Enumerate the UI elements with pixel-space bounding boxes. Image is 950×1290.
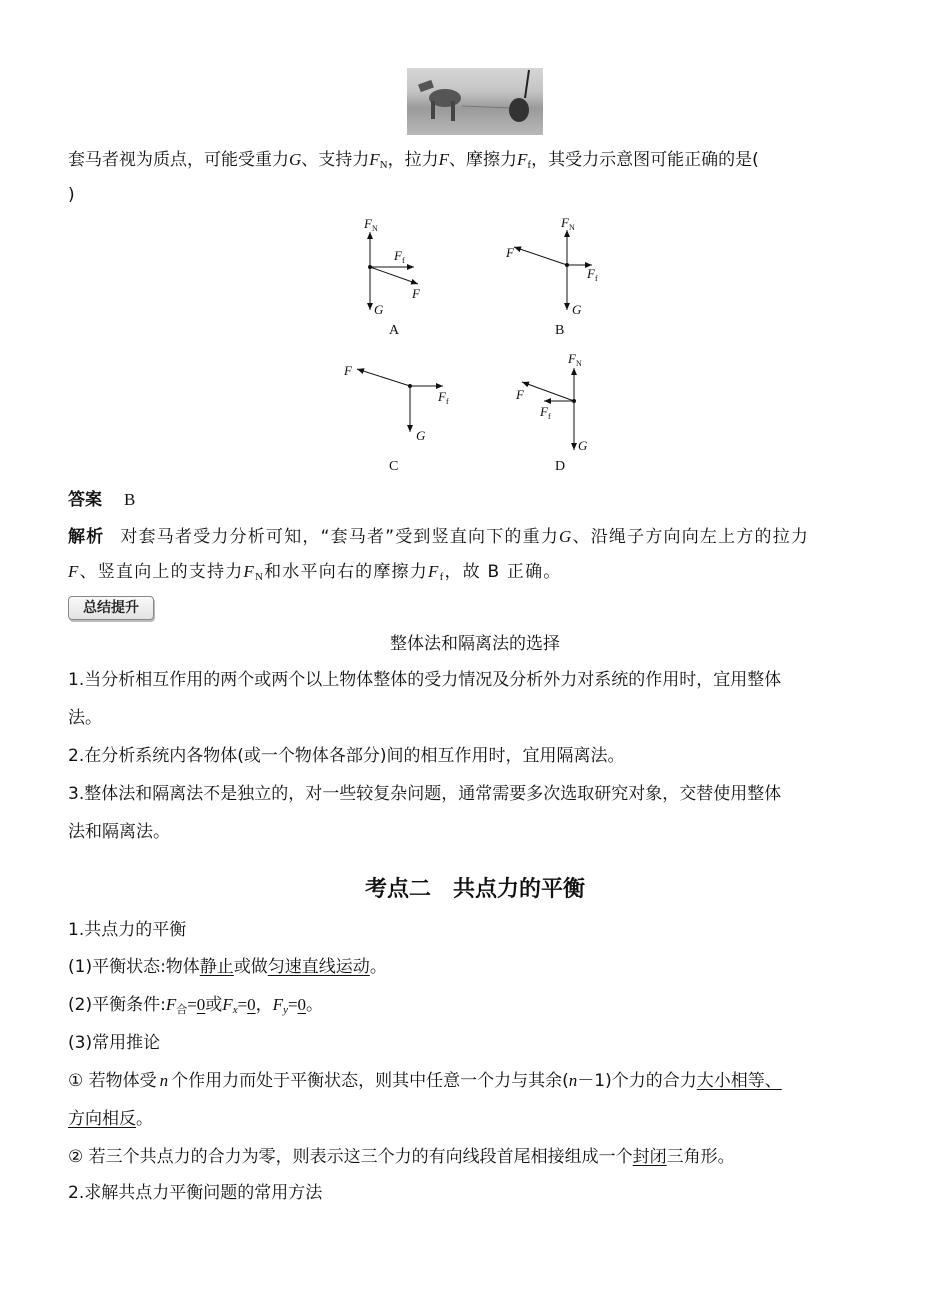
analysis-line-2: F、竖直向上的支持力$F_N$和水平向右的摩擦力$F_f$，故 B 正确。: [68, 562, 562, 583]
diagram-b-label: B: [555, 323, 565, 338]
diagram-a-f-arrow: [370, 267, 418, 284]
diagram-c-f-arrow: [357, 369, 410, 386]
diagram-b-f-label: F: [506, 245, 514, 260]
diagram-a-f-label: F: [412, 286, 420, 301]
equilibrium-condition: (2)平衡条件$:F_合=0$或$F_x=0$，$F_y=0$。: [68, 995, 324, 1016]
diagram-c-f-label: F: [344, 363, 352, 378]
diagram-d-fn-label: $F_N$: [568, 351, 582, 368]
diagram-b-fn-label: $F_N$: [561, 215, 575, 232]
diagram-b-g-label: G: [572, 302, 582, 317]
diagram-d-label: D: [555, 459, 566, 474]
summary-point-3-line-1: 3.整体法和隔离法不是独立的，对一些较复杂问题，通常需要多次选取研究对象，交替使用整体: [68, 784, 782, 804]
section-heading: 考点二 共点力的平衡: [364, 877, 585, 902]
corollary-1-line-2: 方向相反。: [68, 1109, 153, 1129]
diagram-d-g-label: G: [578, 438, 588, 453]
lasso-horse-photo: [407, 68, 543, 135]
summary-title: 整体法和隔离法的选择: [390, 634, 560, 654]
diagram-a-g-label: G: [374, 302, 384, 317]
corollary-1-line-1: ① 若物体受 n 个作用力而处于平衡状态，则其中任意一个力与其余(n－1)个力的合力大小相等、: [68, 1071, 782, 1091]
summary-point-3-line-2: 法和隔离法。: [68, 822, 170, 842]
summary-point-1-line-2: 法。: [68, 708, 102, 728]
diagram-d-f-arrow: [522, 382, 574, 401]
answer-label: 答案: [68, 490, 102, 510]
diagram-c-label: C: [389, 459, 399, 474]
methods-title: 2.求解共点力平衡问题的常用方法: [68, 1183, 323, 1203]
diagram-d-ff-label: $F_f$: [540, 404, 551, 421]
diagram-d-f-label: F: [516, 387, 524, 402]
diagram-a-point: [368, 265, 372, 269]
diagram-d-point: [572, 399, 576, 403]
diagram-c-point: [408, 384, 412, 388]
summary-point-1-line-1: 1.当分析相互作用的两个或两个以上物体整体的受力情况及分析外力对系统的作用时，宜用整体: [68, 670, 782, 690]
question-stem: 套马者视为质点，可能受重力G、支持力$F_N$，拉力F、摩擦力$F_f$，其受力示意图可能正确的是(: [68, 150, 759, 171]
summary-badge: 总结提升: [68, 596, 154, 620]
equilibrium-state: (1)平衡状态:物体静止或做匀速直线运动。: [68, 957, 387, 977]
question-close-paren: ): [68, 185, 75, 205]
diagram-b-ff-label: $F_f$: [587, 266, 598, 283]
diagram-b-point: [565, 263, 569, 267]
diagram-b-f-arrow: [514, 247, 567, 265]
summary-point-2: 2.在分析系统内各物体(或一个物体各部分)间的相互作用时，宜用隔离法。: [68, 746, 625, 766]
analysis-label: 解析: [68, 527, 105, 547]
answer-value: B: [124, 490, 136, 509]
diagram-a-fn-label: $F_N$: [364, 216, 378, 233]
diagram-c-g-label: G: [416, 428, 426, 443]
photo-silhouettes: [407, 68, 543, 135]
corollary-title: (3)常用推论: [68, 1033, 161, 1053]
diagram-a-label: A: [389, 323, 400, 338]
force-diagrams: [330, 210, 630, 490]
diagram-a-ff-label: $F_f$: [394, 248, 405, 265]
corollary-2: ② 若三个共点力的合力为零，则表示这三个力的有向线段首尾相接组成一个封闭三角形。: [68, 1147, 735, 1167]
equilibrium-title: 1.共点力的平衡: [68, 920, 187, 940]
answer-line: [68, 490, 135, 510]
analysis-line-1: 解析 对套马者受力分析可知，“套马者”受到竖直向下的重力G、沿绳子方向向左上方的拉力: [68, 527, 810, 547]
diagram-c-ff-label: $F_f$: [438, 389, 449, 406]
